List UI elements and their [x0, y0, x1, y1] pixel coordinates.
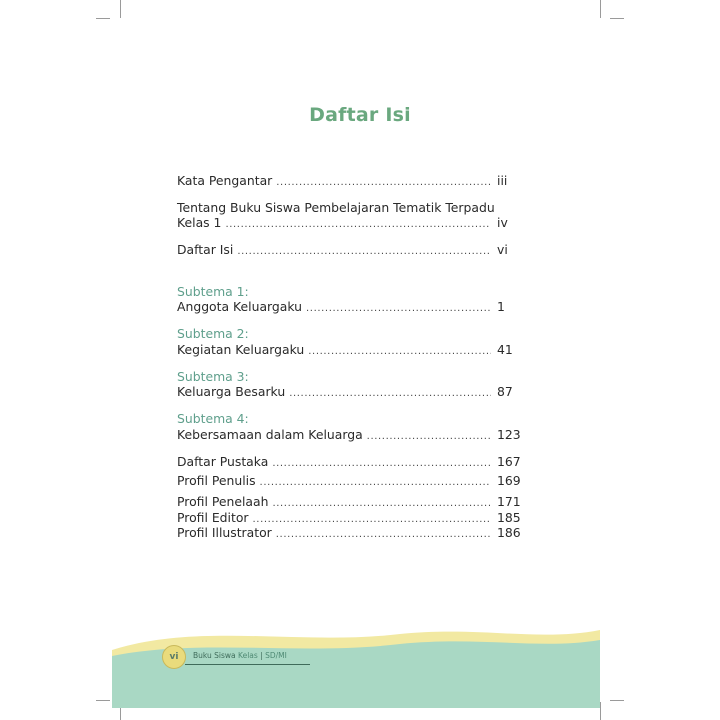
- toc-entry-label: Profil Penulis: [177, 473, 256, 488]
- toc-entry-page: vi: [497, 242, 508, 257]
- dot-leader: [272, 496, 491, 511]
- page-number-badge: vi: [162, 645, 186, 669]
- toc-entry-page: 1: [497, 299, 505, 314]
- crop-mark: [96, 18, 110, 19]
- footer-rule: [185, 664, 310, 665]
- footer-wave-band: [0, 620, 720, 720]
- subtheme-heading: Subtema 2:: [177, 326, 249, 341]
- toc-entry-label: Anggota Keluargaku: [177, 299, 303, 314]
- toc-entry-page: 167: [497, 454, 521, 469]
- crop-mark: [120, 0, 121, 18]
- toc-entry-label: Kegiatan Keluargaku: [177, 342, 305, 357]
- dot-leader: [237, 244, 491, 259]
- toc-entry-label: Kelas 1: [177, 215, 222, 230]
- subtheme-heading: Subtema 1:: [177, 284, 249, 299]
- toc-entry[interactable]: [177, 342, 521, 359]
- subtheme-heading: Subtema 3:: [177, 369, 249, 384]
- toc-entry[interactable]: [177, 173, 521, 190]
- toc-entry-label: Profil Penelaah: [177, 494, 269, 509]
- crop-mark: [600, 0, 601, 18]
- toc-entry-label: Kebersamaan dalam Keluarga: [177, 427, 363, 442]
- dot-leader: [308, 344, 491, 359]
- toc-entry-label-line1: Tentang Buku Siswa Pembelajaran Tematik Terpadu: [177, 200, 495, 215]
- footer-class-label: Kelas: [238, 651, 258, 660]
- toc-entry[interactable]: [177, 215, 521, 232]
- toc-entry[interactable]: [177, 299, 521, 316]
- dot-leader: [272, 456, 491, 471]
- dot-leader: [260, 475, 491, 490]
- toc-entry-page: iii: [497, 173, 508, 188]
- dot-leader: [306, 301, 491, 316]
- toc-entry[interactable]: [177, 454, 521, 471]
- toc-entry-label: Profil Illustrator: [177, 525, 272, 540]
- toc-entry-page: 171: [497, 494, 521, 509]
- toc-entry-label: Daftar Isi: [177, 242, 234, 257]
- footer-level: SD/MI: [265, 651, 287, 660]
- toc-entry-page: iv: [497, 215, 508, 230]
- toc-entry-page: 185: [497, 510, 521, 525]
- toc-entry[interactable]: [177, 525, 521, 542]
- page-title: Daftar Isi: [309, 104, 411, 126]
- dot-leader: [225, 217, 491, 232]
- footer-book: Buku Siswa: [193, 651, 236, 660]
- footer-separator: |: [260, 651, 263, 660]
- toc-entry-page: 41: [497, 342, 513, 357]
- crop-mark: [610, 18, 624, 19]
- toc-entry-page: 186: [497, 525, 521, 540]
- dot-leader: [289, 386, 491, 401]
- toc-entry[interactable]: [177, 427, 521, 444]
- toc-entry-label: Keluarga Besarku: [177, 384, 286, 399]
- toc-entry[interactable]: [177, 242, 521, 259]
- subtheme-heading: Subtema 4:: [177, 411, 249, 426]
- toc-entry-page: 87: [497, 384, 513, 399]
- toc-entry-page: 169: [497, 473, 521, 488]
- toc-entry[interactable]: [177, 494, 521, 511]
- toc-entry-label: Kata Pengantar: [177, 173, 273, 188]
- dot-leader: [367, 429, 491, 444]
- toc-entry[interactable]: [177, 384, 521, 401]
- toc-entry-label: Profil Editor: [177, 510, 249, 525]
- dot-leader: [276, 527, 491, 542]
- toc-entry-page: 123: [497, 427, 521, 442]
- dot-leader: [276, 175, 491, 190]
- toc-entry-label: Daftar Pustaka: [177, 454, 269, 469]
- footer-book-label: [193, 651, 287, 660]
- toc-entry[interactable]: [177, 473, 521, 490]
- footer-wave-green: [112, 640, 600, 708]
